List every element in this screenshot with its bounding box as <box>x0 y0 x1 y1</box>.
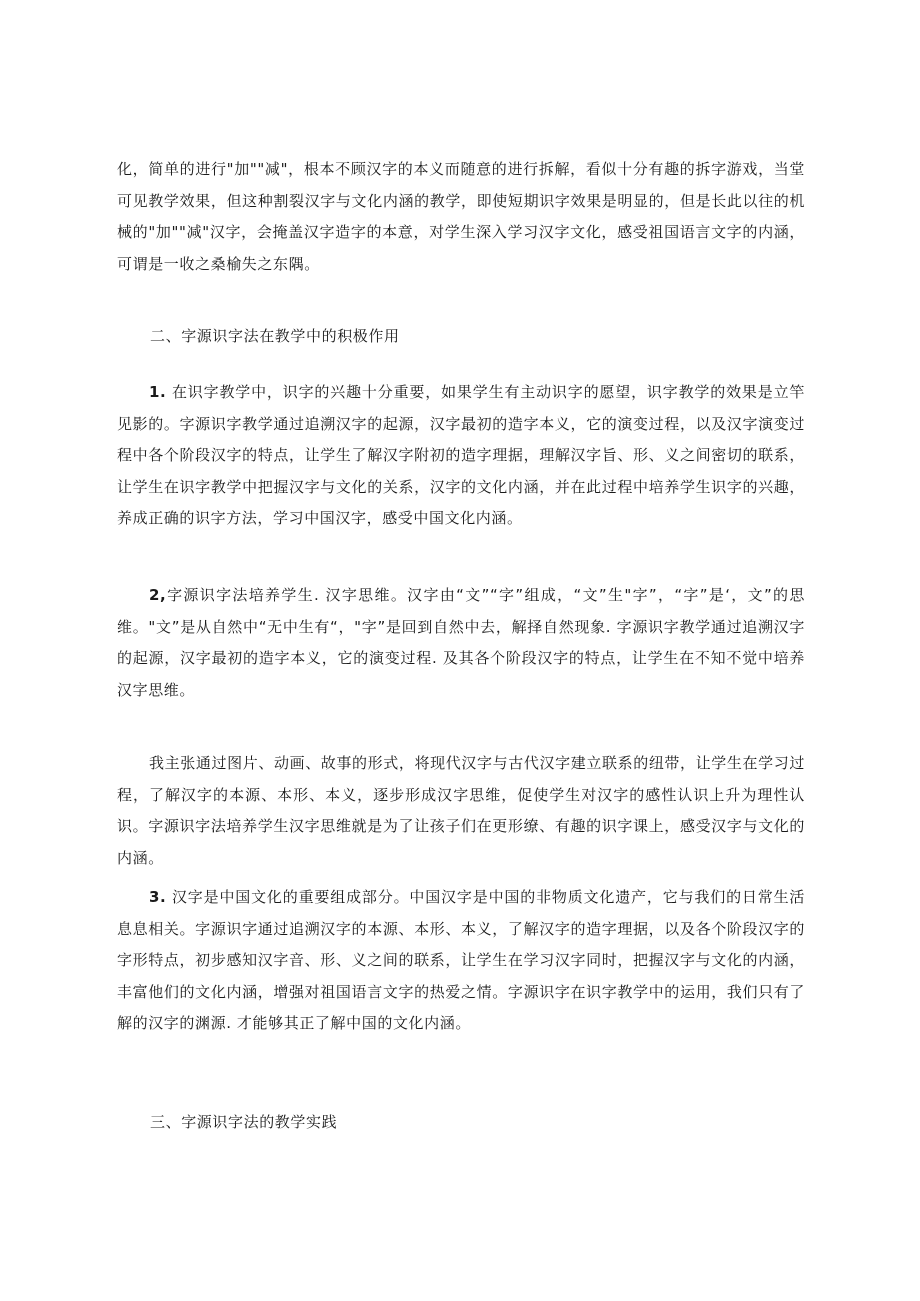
point-text: 在识字教学中，识字的兴趣十分重要，如果学生有主动识字的愿望，识字教学的效果是立竿见影的。字源识字教学通过追溯汉字的起源，汉字最初的造字本义，它的演变过程，以及汉字演变过程中各个阶段汉字的特点，让学生了解汉字附初的造字理据，理解汉字旨、形、义之间密切的联系，让学生在识字教学中把握汉字与文化的关系，汉字的文化内涵，并在此过程中培养学生识字的兴趣，养成正确的识字方法，学习中国汉字，感受中国文化内涵。 <box>117 383 805 527</box>
paragraph-point-3 <box>117 882 805 1040</box>
point-number: 2, <box>149 586 167 604</box>
point-number: 1. <box>149 383 167 401</box>
section-heading-3: 三、字源识字法的教学实践 <box>150 1113 338 1131</box>
section-heading-2: 二、字源识字法在教学中的积极作用 <box>150 327 400 345</box>
paragraph-point-1 <box>117 377 805 535</box>
paragraph-point-2 <box>117 580 805 706</box>
point-number: 3. <box>149 888 167 906</box>
paragraph-opinion: 我主张通过图片、动画、故事的形式，将现代汉字与古代汉字建立联系的纽带，让学生在学习过程，了解汉字的本源、本形、本义，逐步形成汉字思维，促使学生对汉字的感性认识上升为理性认识。字源识字法培养学生汉字思维就是为了让孩子们在更形缭、有趣的识字课上，感受汉字与文化的内涵。 <box>117 754 805 867</box>
paragraph-intro: 化，简单的进行"加""减"，根本不顾汉字的本义而随意的进行拆解，看似十分有趣的拆字游戏，当堂可见教学效果，但这种割裂汉字与文化内涵的教学，即使短期识字效果是明显的，但是长此以往的机械的"加""减"汉字，会掩盖汉字造字的本意，对学生深入学习汉字文化，感受祖国语言文字的内涵，可谓是一收之桑榆失之东隅。 <box>117 160 805 273</box>
point-text: 汉字是中国文化的重要组成部分。中国汉字是中国的非物质文化遗产，它与我们的日常生活息息相关。字源识字通过追溯汉字的本源、本形、本义，了解汉字的造字理据，以及各个阶段汉字的字形特点，初步感知汉字音、形、义之间的联系，让学生在学习汉字同时，把握汉字与文化的内涵，丰富他们的文化内涵，增强对祖国语言文字的热爱之情。字源识字在识字教学中的运用，我们只有了解的汉字的渊源. 才能够其正了解中国的文化内涵。 <box>117 888 805 1032</box>
point-text: 字源识字法培养学生. 汉字思维。汉字由“文”“字”组成，“文”生"字”，“字”是‘，文”的思维。"文”是从自然中“无中生有“，"字”是回到自然中去，解择自然现象. 字源识字教学通过追溯汉字的起源，汉字最初的造字本义，它的演变过程. 及其各个阶段汉字的特点，让学生在不知不觉中培养汉字思维。 <box>117 586 805 699</box>
